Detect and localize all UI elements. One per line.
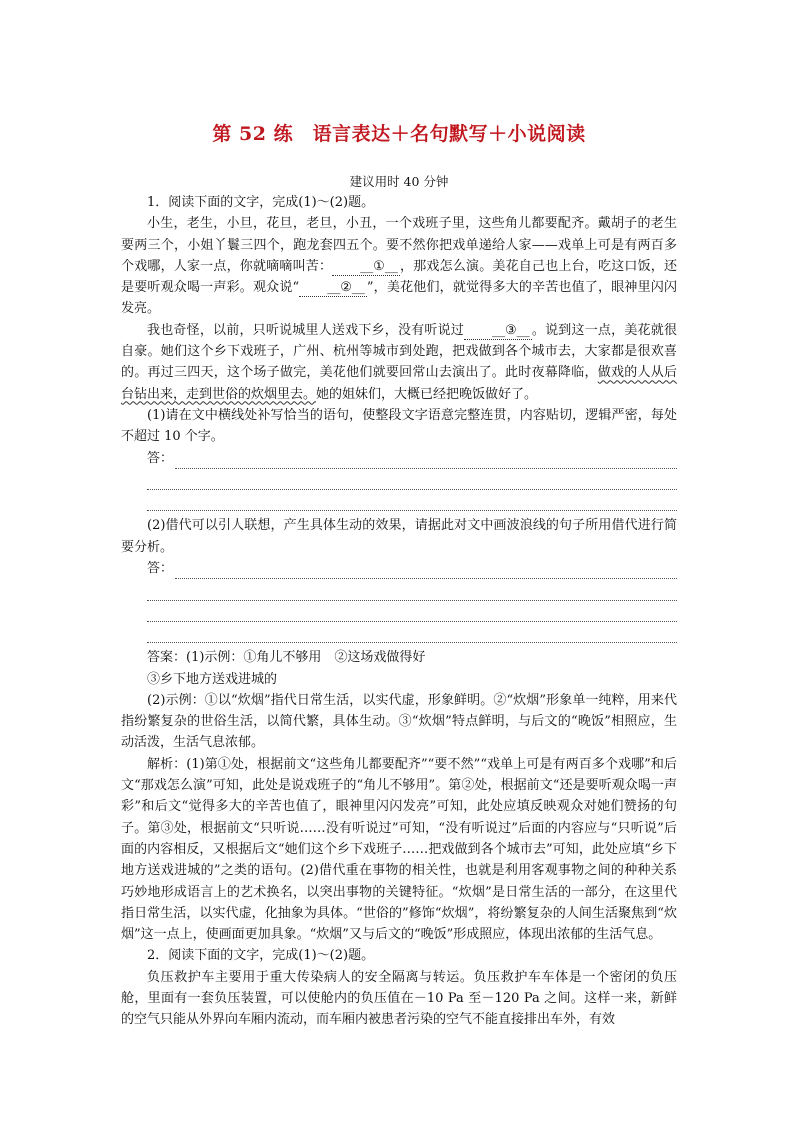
answer-line	[121, 448, 677, 469]
document-content	[121, 120, 677, 1031]
answer-label: 答：	[147, 450, 174, 466]
q1-answer-key-2: (2)示例：①以“炊烟”指代日常生活，以实代虚，形象鲜明。②“炊烟”形象单一纯粹，用来代指纷繁复杂的世俗生活，以简代繁，具体生动。③“炊烟”特点鲜明，与后文的“晚饭”相照应，生动活泼，生活气息浓郁。	[121, 692, 677, 751]
q1-sub-question-1: (1)请在文中横线处补写恰当的语句，使整段文字语意完整连贯，内容贴切，逻辑严密，每处不超过 10 个字。	[121, 407, 677, 445]
answer-rule	[147, 579, 677, 600]
answer-rule	[175, 455, 677, 469]
wavy-underlined-sentence: 做戏的人从后台钻出来，走到世俗的炊烟里去。	[121, 365, 677, 402]
q1-answer-key-1-continued: ③乡下地方送戏进城的	[147, 671, 278, 687]
q1-answer-key-1: 答案：(1)示例：①角儿不够用 ②这场戏做得好	[147, 650, 426, 666]
passage-text: ”，美花他们，就觉得多大的辛苦也值了，眼神里闪闪发亮。	[121, 280, 677, 317]
passage-text: 我也奇怪，以前，只听说城里人送戏下乡，没有听说过	[147, 322, 465, 338]
answer-rule	[147, 601, 677, 622]
q1-passage-paragraph-1	[121, 213, 677, 319]
q1-sub-question-2: (2)借代可以引人联想，产生具体生动的效果，请据此对文中画波浪线的句子所用借代进行简要分析。	[121, 518, 677, 555]
fill-blank-3: __③__	[464, 323, 532, 340]
answer-line	[121, 558, 677, 579]
answer-rule	[147, 622, 677, 643]
q2-passage-paragraph-1: 负压救护车主要用于重大传染病人的安全隔离与转运。负压救护车车体是一个密闭的负压舱，里面有一套负压装置，可以使舱内的负压值在－10 Pa 至－120 Pa 之间。这样一来，新鲜的空气只能从外界向车厢内流动，而车厢内被患者污染的空气不能直接排出车外，有效	[121, 969, 677, 1028]
passage-text: ，那戏怎么演。美花自己也上台，吃这口饭，还是要听观众喝一声彩。观众说“	[121, 258, 677, 296]
fill-blank-2: __②__	[299, 280, 367, 297]
answer-rule	[147, 490, 677, 511]
passage-text: 她的姐妹们，大概已经把晚饭做好了。	[316, 386, 538, 402]
q1-passage-paragraph-2	[121, 320, 677, 405]
passage-text: 小生，老生，小旦，花旦，老旦，小丑，一个戏班子里，这些角儿都要配齐。戴胡子的老生要两三个，小姐丫鬟三四个，跑龙套四五个。要不然你把戏单递给人家——戏单上可是有两百多个戏哪，人家一点，你就嘀嘀叫苦：	[121, 216, 677, 274]
fill-blank-1: __①__	[332, 259, 400, 276]
answer-rule	[147, 469, 677, 490]
page-title: 第 52 练 语言表达＋名句默写＋小说阅读	[212, 123, 586, 145]
q1-analysis: 解析：(1)第①处，根据前文“这些角儿都要配齐”“要不然”“戏单上可是有两百多个戏哪”和后文“那戏怎么演”可知，此处是说戏班子的“角儿不够用”。第②处，根据前文“还是要听观众喝一声彩”和后文“觉得多大的辛苦也值了，眼神里闪闪发亮”可知，此处应填反映观众对她们赞扬的句子。第③处，根据前文“只听说……没有听说过”可知，“没有听说过”后面的内容应与“只听说”后面的内容相反，又根据后文“她们这个乡下戏班子……把戏做到各个城市去”可知，此处应填“乡下地方送戏进城的”之类的语句。(2)借代重在事物的相关性，也就是利用客观事物之间的种种关系巧妙地形成语言上的艺术换名，以突出事物的关键特征。“炊烟”是日常生活的一部分，在这里代指日常生活，以实代虚，化抽象为具体。“世俗的”修饰“炊烟”，将纷繁复杂的人间生活聚焦到“炊烟”这一点上，使画面更加具象。“炊烟”又与后文的“晚饭”形成照应，体现出浓郁的生活气息。	[121, 756, 677, 943]
passage-text: 。说到这一点，美花就很自豪。她们这个乡下戏班子，广州、杭州等城市到处跑，把戏做到各个城市去，大家都是很欢喜的。再过三四天，这个场子做完，美花他们就要回常山去演出了。此时夜幕降临，	[121, 322, 677, 381]
q1-prompt: 1．阅读下面的文字，完成(1)～(2)题。	[147, 195, 375, 210]
q2-prompt: 2．阅读下面的文字，完成(1)～(2)题。	[147, 948, 375, 964]
answer-rule	[175, 565, 677, 579]
time-suggestion: 建议用时 40 分钟	[349, 174, 449, 189]
answer-label: 答：	[147, 561, 174, 577]
